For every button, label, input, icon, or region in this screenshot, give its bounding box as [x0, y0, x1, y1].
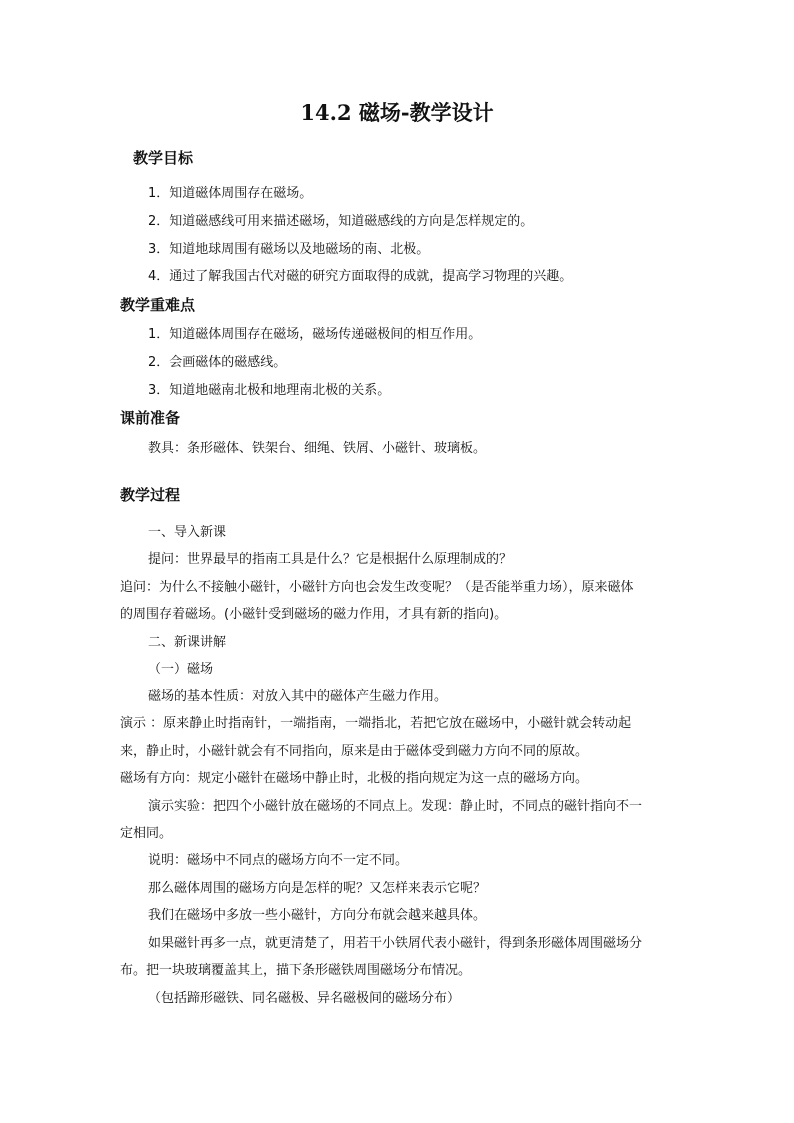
objective-item: 1．知道磁体周围存在磁场。: [148, 186, 313, 201]
process-line: 定相同。: [120, 826, 173, 841]
process-line: （一）磁场: [148, 662, 214, 677]
process-line: 布。把一块玻璃覆盖其上，描下条形磁铁周围磁场分布情况。: [120, 963, 472, 978]
process-line: 我们在磁场中多放一些小磁针，方向分布就会越来越具体。: [148, 908, 487, 923]
key-point-item: 2．会画磁体的磁感线。: [148, 355, 287, 370]
process-line: 一、导入新课: [148, 525, 227, 540]
process-line: 提问：世界最早的指南工具是什么？它是根据什么原理制成的？: [148, 552, 513, 567]
section-heading-preparation: 课前准备: [120, 409, 181, 427]
preparation-text: 教具：条形磁体、铁架台、细绳、铁屑、小磁针、玻璃板。: [148, 441, 487, 456]
process-line: 追问：为什么不接触小磁针，小磁针方向也会发生改变呢？（是否能举重力场），原来磁体: [120, 580, 634, 595]
process-line: 来，静止时，小磁针就会有不同指向，原来是由于磁体受到磁力方向不同的原故。: [120, 744, 589, 759]
objective-item: 2．知道磁感线可用来描述磁场，知道磁感线的方向是怎样规定的。: [148, 214, 534, 229]
key-point-item: 3．知道地磁南北极和地理南北极的关系。: [148, 383, 391, 398]
process-line: 演示实验：把四个小磁针放在磁场的不同点上。发现：静止时，不同点的磁针指向不一: [148, 799, 643, 814]
process-line: 磁场的基本性质：对放入其中的磁体产生磁力作用。: [148, 689, 448, 704]
process-line: 如果磁针再多一点，就更清楚了，用若干小铁屑代表小磁针，得到条形磁体周围磁场分: [148, 936, 643, 951]
process-line: 演示 ：原来静止时指南针，一端指南，一端指北，若把它放在磁场中，小磁针就会转动起: [120, 716, 632, 731]
key-point-item: 1．知道磁体周围存在磁场，磁场传递磁极间的相互作用。: [148, 327, 482, 342]
process-line: （包括蹄形磁铁、同名磁极、异名磁极间的磁场分布）: [148, 991, 461, 1006]
process-line: 那么磁体周围的磁场方向是怎样的呢？又怎样来表示它呢？: [148, 881, 487, 896]
process-line: 磁场有方向：规定小磁针在磁场中静止时，北极的指向规定为这一点的磁场方向。: [120, 771, 589, 786]
process-line: 说明：磁场中不同点的磁场方向不一定不同。: [148, 853, 409, 868]
section-heading-process: 教学过程: [120, 486, 181, 504]
section-heading-objectives: 教学目标: [133, 149, 194, 167]
document-title: 14.2 磁场-教学设计: [300, 100, 494, 125]
process-line: 的周围存着磁场。(小磁针受到磁场的磁力作用，才具有新的指向)。: [120, 607, 508, 622]
section-heading-key-points: 教学重难点: [120, 296, 196, 314]
process-line: 二、新课讲解: [148, 635, 227, 650]
objective-item: 4．通过了解我国古代对磁的研究方面取得的成就，提高学习物理的兴趣。: [148, 269, 573, 284]
objective-item: 3．知道地球周围有磁场以及地磁场的南、北极。: [148, 242, 430, 257]
